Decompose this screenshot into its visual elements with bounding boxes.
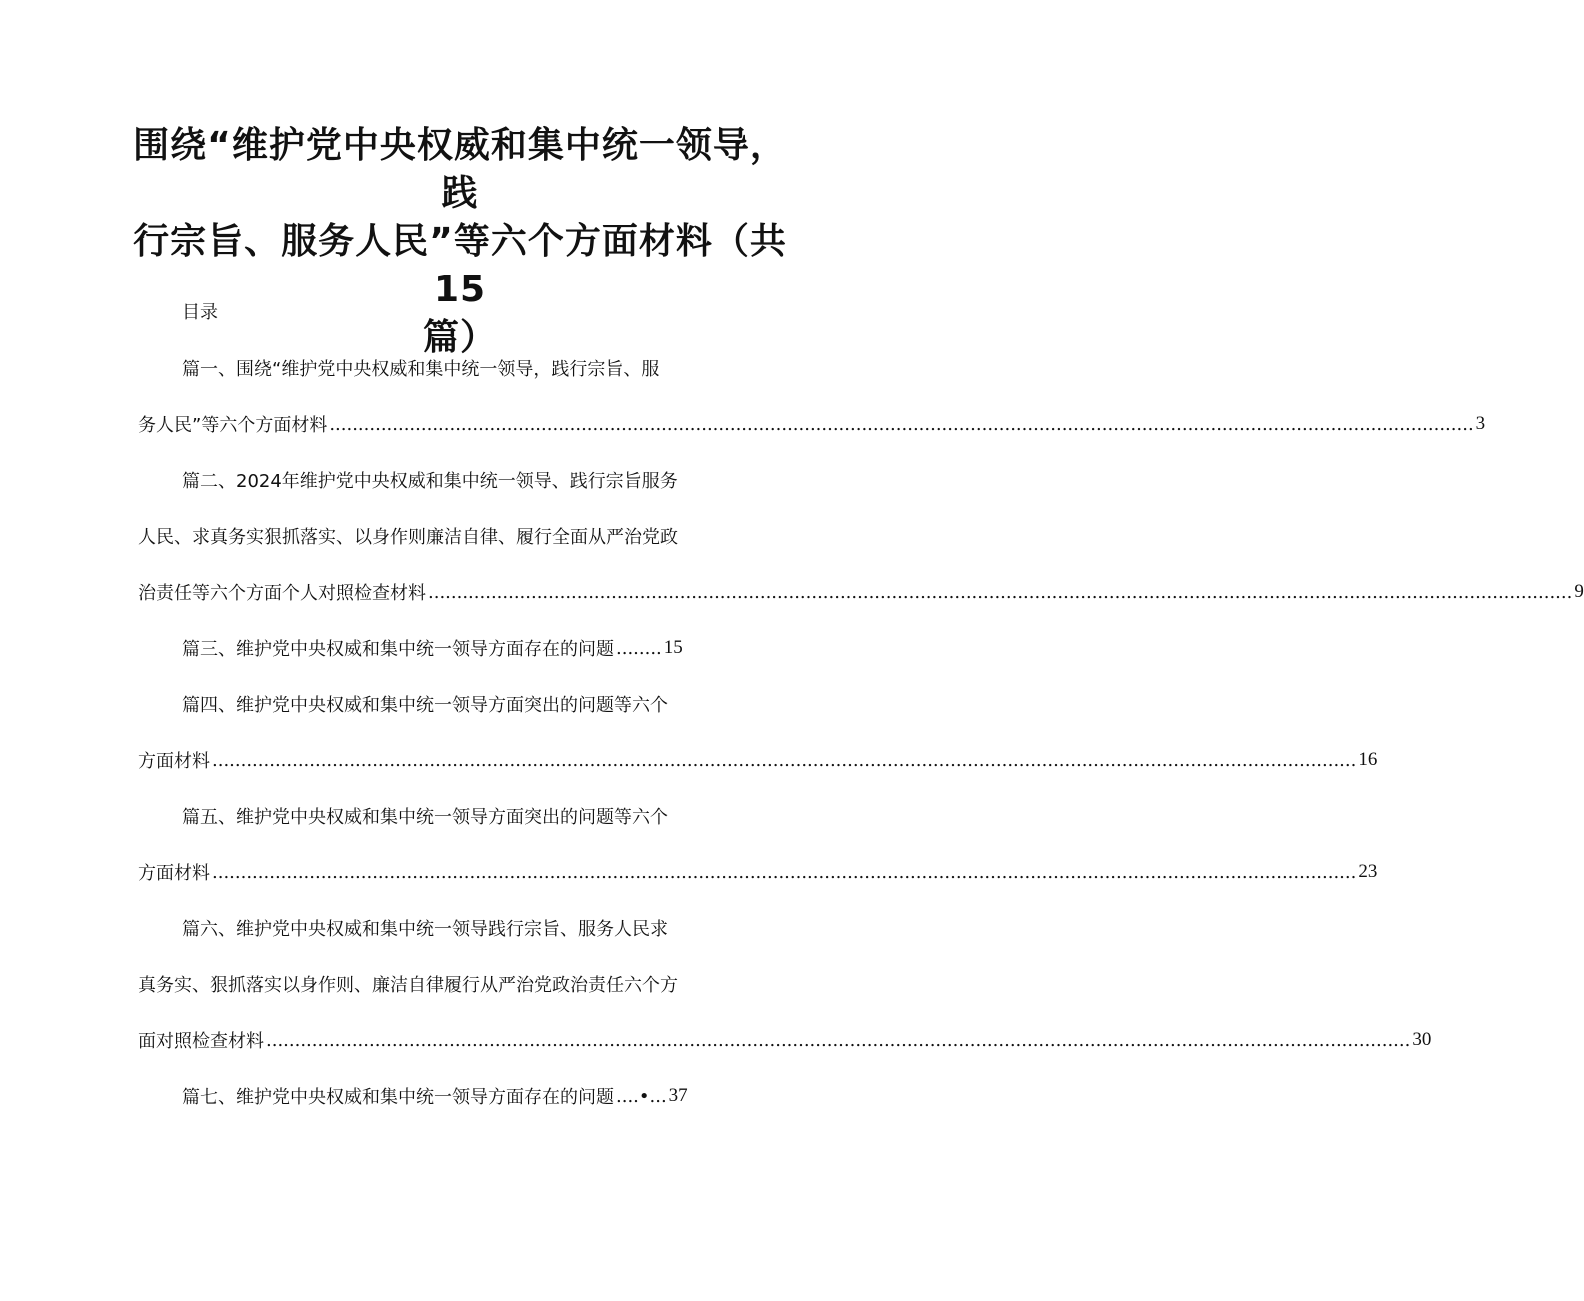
toc-entry-line [138, 1012, 1432, 1068]
toc-entry[interactable] [138, 340, 1486, 452]
dot-leader: ........ [616, 637, 662, 659]
document-title [130, 122, 790, 362]
toc-entry-text: 篇二、2024年维护党中央权威和集中统一领导、践行宗旨服务 [182, 471, 678, 492]
toc-entry-text: 篇七、维护党中央权威和集中统一领导方面存在的问题 [182, 1087, 614, 1108]
toc-page-number: 37 [668, 1085, 688, 1106]
toc-entry-line [138, 1068, 774, 1124]
toc-entry-text: 务人民”等六个方面材料 [138, 415, 328, 436]
toc-entry-line [138, 956, 774, 1012]
toc-entry-line [138, 788, 774, 844]
toc-entry-text: 篇六、维护党中央权威和集中统一领导践行宗旨、服务人民求 [182, 919, 668, 940]
toc-entry-line [138, 452, 774, 508]
toc-entry-line [138, 340, 774, 396]
toc-page-number: 23 [1358, 861, 1378, 882]
toc-entry-line [138, 844, 1378, 900]
dot-leader: ........................................................................................................................................................................................................ [428, 581, 1573, 603]
toc-entry-line [138, 508, 774, 564]
toc-entry-line [138, 564, 1584, 620]
toc-entry-text: 治责任等六个方面个人对照检查材料 [138, 583, 426, 604]
toc-page-number: 15 [663, 637, 683, 658]
toc-page-number: 3 [1475, 413, 1486, 434]
title-line-1: 围绕“维护党中央权威和集中统一领导，践 [133, 125, 787, 214]
toc-entry[interactable] [138, 1068, 774, 1124]
toc-page-number: 16 [1358, 749, 1378, 770]
toc-entry-line [138, 620, 774, 676]
toc-entry-text: 篇三、维护党中央权威和集中统一领导方面存在的问题 [182, 639, 614, 660]
dot-leader: ........................................................................................................................................................................................................ [212, 861, 1357, 883]
toc-entry-text: 人民、求真务实狠抓落实、以身作则廉洁自律、履行全面从严治党政 [138, 527, 678, 548]
dot-leader: ....•... [616, 1085, 667, 1107]
dot-leader: ........................................................................................................................................................................................................ [266, 1029, 1411, 1051]
toc-entry-text: 篇四、维护党中央权威和集中统一领导方面突出的问题等六个 [182, 695, 668, 716]
dot-leader: ........................................................................................................................................................................................................ [329, 413, 1474, 435]
toc-entry-text: 面对照检查材料 [138, 1031, 264, 1052]
toc-entry[interactable] [138, 620, 774, 676]
toc-heading: 目录 [182, 302, 218, 323]
toc-entry-line [138, 732, 1378, 788]
title-line-3: 篇） [422, 317, 497, 358]
toc-entry[interactable] [138, 900, 1432, 1068]
toc-entry-text: 真务实、狠抓落实以身作则、廉洁自律履行从严治党政治责任六个方 [138, 975, 678, 996]
toc-entry[interactable] [138, 676, 1378, 788]
toc-page-number: 9 [1574, 581, 1584, 602]
toc-entry-line [138, 676, 774, 732]
toc-entry[interactable] [138, 452, 1584, 620]
title-line-2: 行宗旨、服务人民”等六个方面材料（共15 [133, 221, 787, 310]
toc-entry-line [138, 900, 774, 956]
dot-leader: ........................................................................................................................................................................................................ [212, 749, 1357, 771]
toc-entry-text: 篇五、维护党中央权威和集中统一领导方面突出的问题等六个 [182, 807, 668, 828]
toc-entry-line [138, 396, 1486, 452]
toc-page-number: 30 [1412, 1029, 1432, 1050]
toc-entry-text: 方面材料 [138, 863, 210, 884]
toc-entry[interactable] [138, 788, 1378, 900]
toc-entry-text: 篇一、围绕“维护党中央权威和集中统一领导，践行宗旨、服 [182, 359, 660, 380]
toc-entry-text: 方面材料 [138, 751, 210, 772]
table-of-contents [138, 340, 1584, 1124]
